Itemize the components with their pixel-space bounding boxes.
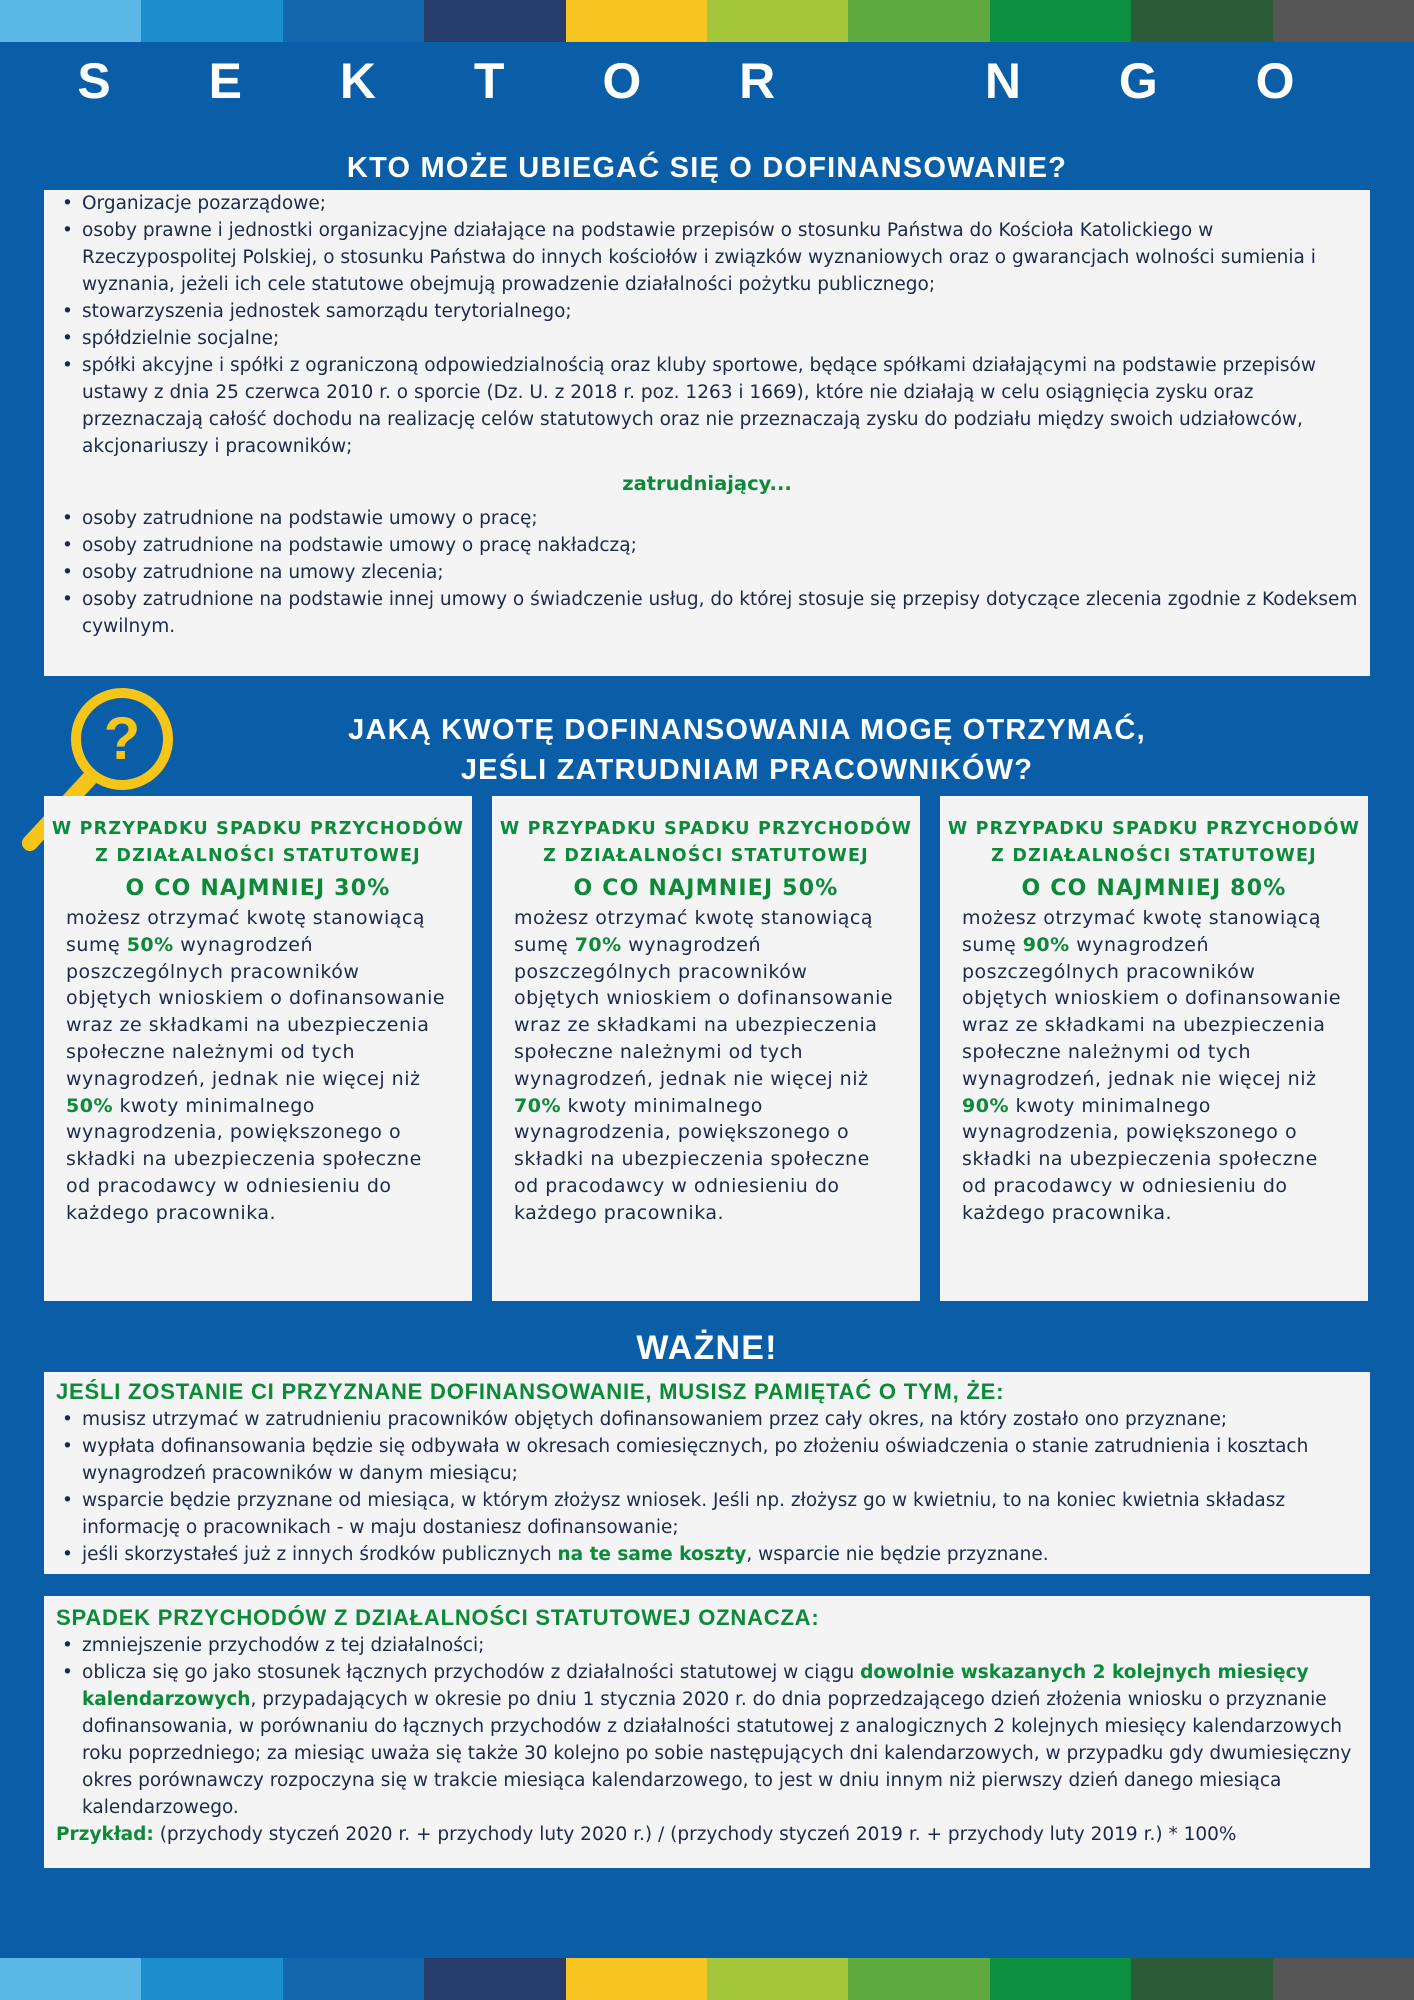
card-threshold: O CO NAJMNIEJ 50% [573,876,839,901]
revenue-drop-list [44,1632,1370,1821]
list-item: • spółki akcyjne i spółki z ograniczoną odpowiedzialnością oraz kluby sportowe, będące spółkami działającymi na podstawie przepisów ustawy z dnia 25 czerwca 2010 r. o sporcie (Dz. U. z 2018 r. poz. 1263 i 1669), które nie działają w celu osiągnięcia zysku oraz przeznaczają całość dochodu na realizację celów statutowych oraz nie przeznaczają zysku do podziału między swoich udziałowców, akcjonariuszy i pracowników; [44,352,1360,460]
important-panel [44,1372,1370,1574]
eligible-entities-list [44,190,1370,460]
bottom-color-stripe [0,1958,1414,2000]
list-item: • Organizacje pozarządowe; [44,190,1360,217]
card-text: kwoty minimalnego wynagrodzenia, powiększonego o składki na ubezpieczenia społeczne od pracodawcy w odniesieniu do każdego pracownika. [962,1094,1318,1224]
item-text: , wsparcie nie będzie przyznane. [746,1544,1049,1565]
card-percent: 50% [66,1094,113,1117]
employee-types-list [44,505,1370,640]
list-item: • zmniejszenie przychodów z tej działalności; [44,1632,1362,1659]
card-threshold: O CO NAJMNIEJ 80% [1021,876,1287,901]
revenue-drop-subheading: SPADEK PRZYCHODÓW Z DZIAŁALNOŚCI STATUTOWEJ OZNACZA: [56,1605,820,1630]
card-text: kwoty minimalnego wynagrodzenia, powiększonego o składki na ubezpieczenia społeczne od pracodawcy w odniesieniu do każdego pracownika. [66,1094,422,1224]
list-item: • osoby zatrudnione na podstawie umowy o pracę; [44,505,1370,532]
list-item: • wypłata dofinansowania będzie się odbywała w okresach comiesięcznych, po złożeniu oświadczenia o stanie zatrudnienia i kosztach wynagrodzeń pracowników w danym miesiącu; [44,1433,1362,1487]
highlight-text: na te same koszty [557,1544,747,1565]
card-title: W PRZYPADKU SPADKU PRZYCHODÓW Z DZIAŁALNOŚCI STATUTOWEJ [947,819,1361,866]
list-item [44,1541,1362,1568]
card-text: możesz otrzymać kwotę stanowiącą sumę [514,907,874,956]
item-text: jeśli skorzystałeś już z innych środków publicznych [82,1544,558,1565]
amount-card-80 [940,796,1368,1301]
card-body [44,905,472,1227]
revenue-drop-panel [44,1596,1370,1868]
question-mark-icon: ? [103,705,141,772]
heading-line: JAKĄ KWOTĘ DOFINANSOWANIA MOGĘ OTRZYMAĆ, [348,714,1146,746]
list-item: • osoby zatrudnione na umowy zlecenia; [44,559,1370,586]
card-percent: 50% [126,933,174,956]
card-percent: 90% [1022,933,1070,956]
list-item: • musisz utrzymać w zatrudnieniu pracowników objętych dofinansowaniem przez cały okres, na który zostało ono przyznane; [44,1406,1362,1433]
section-who-can-apply-heading: KTO MOŻE UBIEGAĆ SIĘ O DOFINANSOWANIE? [346,152,1068,184]
card-text: wynagrodzeń poszczególnych pracowników objętych wnioskiem o dofinansowanie wraz ze składkami na ubezpieczenia społeczne należnymi od tych wynagrodzeń, jednak nie więcej niż [962,933,1342,1090]
list-item: • osoby zatrudnione na podstawie umowy o pracę nakładczą; [44,532,1370,559]
example-text: (przychody styczeń 2020 r. + przychody luty 2020 r.) / (przychody styczeń 2019 r. + przychody luty 2019 r.) * 100% [153,1824,1237,1845]
card-title: W PRZYPADKU SPADKU PRZYCHODÓW Z DZIAŁALNOŚCI STATUTOWEJ [51,819,465,866]
card-percent: 70% [574,933,622,956]
card-body [940,905,1368,1227]
important-list [44,1406,1370,1568]
card-text: wynagrodzeń poszczególnych pracowników objętych wnioskiem o dofinansowanie wraz ze składkami na ubezpieczenia społeczne należnymi od tych wynagrodzeń, jednak nie więcej niż [514,933,894,1090]
heading-line: JEŚLI ZATRUDNIAM PRACOWNIKÓW? [460,754,1034,786]
card-threshold: O CO NAJMNIEJ 30% [125,876,391,901]
top-color-stripe [0,0,1414,42]
card-text: możesz otrzymać kwotę stanowiącą sumę [66,907,426,956]
who-can-apply-panel [44,190,1370,676]
card-text: wynagrodzeń poszczególnych pracowników objętych wnioskiem o dofinansowanie wraz ze składkami na ubezpieczenia społeczne należnymi od tych wynagrodzeń, jednak nie więcej niż [66,933,446,1090]
list-item: • wsparcie będzie przyznane od miesiąca, w którym złożysz wniosek. Jeśli np. złożysz go w kwietniu, to na koniec kwietnia składasz informację o pracownikach - w maju dostaniesz dofinansowanie; [44,1487,1362,1541]
list-item: • spółdzielnie socjalne; [44,325,1360,352]
section-amount-heading [40,710,1414,790]
amount-card-30 [44,796,472,1301]
highlight-text: dowolnie wskazanych 2 kolejnych miesięcy kalendarzowych [82,1662,1309,1710]
amount-card-50 [492,796,920,1301]
card-percent: 70% [514,1094,561,1117]
item-text: oblicza się go jako stosunek łącznych przychodów z działalności statutowej w ciągu [82,1662,861,1683]
important-heading: WAŻNE! [636,1329,778,1367]
list-item [44,1659,1362,1821]
card-percent: 90% [962,1094,1009,1117]
example-formula [44,1821,1370,1848]
card-text: możesz otrzymać kwotę stanowiącą sumę [962,907,1322,956]
card-body [492,905,920,1227]
example-label: Przykład: [56,1824,154,1845]
list-item: • osoby prawne i jednostki organizacyjne działające na podstawie przepisów o stosunku Państwa do Kościoła Katolickiego w Rzeczypospolitej Polskiej, o stosunku Państwa do innych kościołów i związków wyznaniowych oraz o gwarancjach wolności sumienia i wyznania, jeżeli ich cele statutowe obejmują prowadzenie działalności pożytku publicznego; [44,217,1360,298]
page-title: S E K T O R N G O [77,53,1337,109]
card-text: kwoty minimalnego wynagrodzenia, powiększonego o składki na ubezpieczenia społeczne od pracodawcy w odniesieniu do każdego pracownika. [514,1094,870,1224]
card-title: W PRZYPADKU SPADKU PRZYCHODÓW Z DZIAŁALNOŚCI STATUTOWEJ [499,819,913,866]
list-item: • stowarzyszenia jednostek samorządu terytorialnego; [44,298,1360,325]
list-item: • osoby zatrudnione na podstawie innej umowy o świadczenie usług, do której stosuje się przepisy dotyczące zlecenia zgodnie z Kodeksem cywilnym. [44,586,1370,640]
item-text: , przypadających w okresie po dniu 1 stycznia 2020 r. do dnia poprzedzającego dzień złożenia wniosku o przyznanie dofinansowania, w porównaniu do łącznych przychodów z działalności statutowej z analogicznych 2 kolejnych miesięcy kalendarzowych roku poprzedniego; za miesiąc uważa się także 30 kolejno po sobie następujących dni kalendarzowych, w przypadku gdy dwumiesięczny okres porównawczy rozpoczyna się w trakcie miesiąca kalendarzowego, to jest w dniu innym niż pierwszy dzień danego miesiąca kalendarzowego. [82,1689,1352,1818]
important-subheading: JEŚLI ZOSTANIE CI PRZYZNANE DOFINANSOWANIE, MUSISZ PAMIĘTAĆ O TYM, ŻE: [56,1379,1005,1404]
employing-heading: zatrudniający... [622,472,792,495]
